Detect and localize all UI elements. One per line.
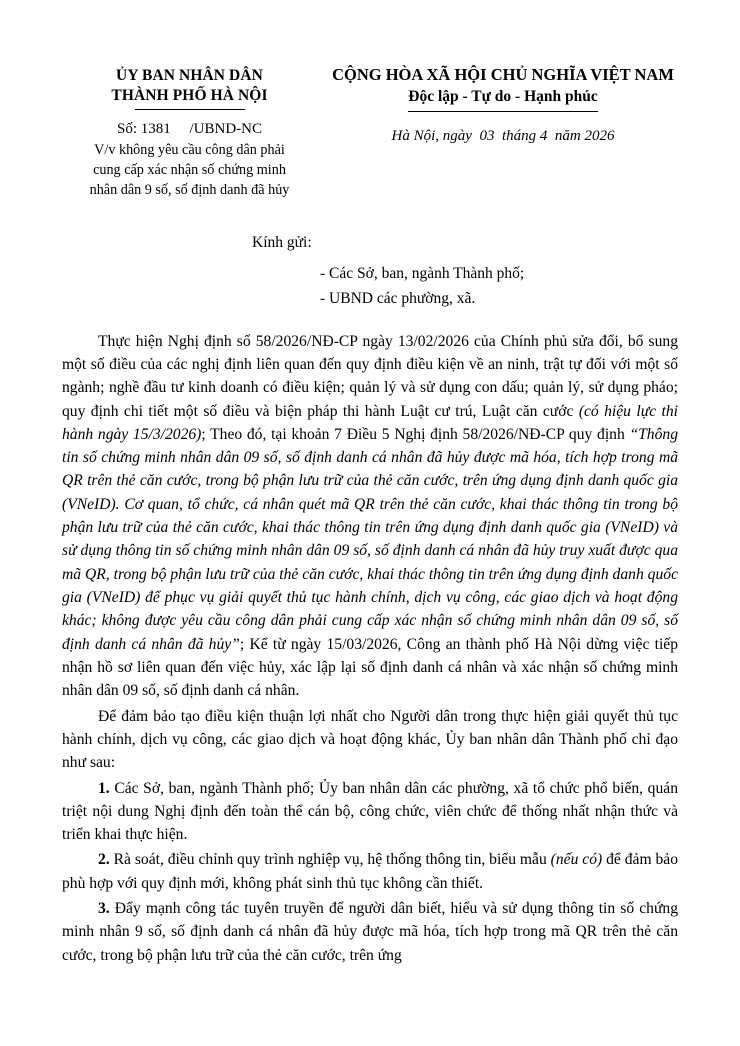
national-motto: Độc lập - Tự do - Hạnh phúc	[408, 88, 598, 106]
motto-underline	[408, 111, 598, 112]
item-1-number: 1.	[98, 779, 110, 797]
paragraph-item-2	[62, 848, 678, 895]
document-number: Số: 1381 /UBND-NC	[116, 120, 262, 137]
issuing-organization	[62, 56, 317, 200]
item-2-text-part1: Rà soát, điều chỉnh quy trình nghiệp vụ, hệ thống thông tin, biểu mẫu	[109, 851, 551, 869]
paragraph-item-3	[62, 897, 678, 967]
item-1-text: Các Sở, ban, ngành Thành phố; Ủy ban nhân dân các phường, xã tổ chức phổ biến, quán triệt nội dung Nghị định đến toàn thể cán bộ, công chức, viên chức để thống nhất nhận thức và triển khai thực hiện.	[62, 779, 678, 844]
national-heading	[328, 56, 678, 145]
org-name-line1: ỦY BAN NHÂN DÂN	[116, 67, 263, 84]
subject-line-2: cung cấp xác nhận số chứng minh	[93, 162, 286, 179]
p1-part2: ; Theo đó, tại khoản 7 Điều 5 Nghị định 58/2026/NĐ-CP quy định	[201, 425, 630, 443]
document-body	[62, 330, 678, 967]
org-name-line2: THÀNH PHỐ HÀ NỘI	[111, 87, 268, 105]
item-3-number: 3.	[98, 900, 110, 918]
document-header	[62, 56, 678, 200]
paragraph-item-1	[62, 777, 678, 847]
document-subject	[62, 140, 317, 200]
nation-name: CỘNG HÒA XÃ HỘI CHỦ NGHĨA VIỆT NAM	[332, 65, 674, 84]
item-2-number: 2.	[98, 851, 110, 869]
subject-line-1: V/v không yêu cầu công dân phải	[94, 141, 285, 158]
place-and-date: Hà Nội, ngày 03 tháng 4 năm 2026	[391, 128, 615, 145]
item-2-text-part2: để đảm bảo phù hợp với quy định mới, không phát sinh thủ tục không cần thiết.	[62, 851, 678, 892]
org-underline	[135, 109, 245, 110]
subject-line-3: nhân dân 9 số, số định danh đã hủy	[89, 182, 290, 199]
paragraph-purpose: Để đảm bảo tạo điều kiện thuận lợi nhất cho Người dân trong thực hiện giải quyết thủ tục hành chính, dịch vụ công, các giao dịch và hoạt động khác, Ủy ban nhân dân Thành phố chỉ đạo như sau:	[62, 707, 678, 772]
p1-italic-effective-date: (có hiệu lực thi hành ngày 15/3/2026)	[62, 402, 678, 443]
recipient-item: - Các Sở, ban, ngành Thành phố;	[320, 265, 525, 283]
recipients-label: Kính gửi:	[252, 234, 312, 252]
paragraph-legal-basis	[62, 330, 678, 703]
p1-part1: Thực hiện Nghị định số 58/2026/NĐ-CP ngày 13/02/2026 của Chính phủ sửa đổi, bổ sung một số điều của các nghị định liên quan đến quy định điều kiện về an ninh, trật tự đối với một số ngành; nghề đầu tư kinh doanh có điều kiện; quản lý và sử dụng con dấu; quản lý, sử dụng pháo; quy định chi tiết một số điều và biện pháp thi hành Luật cư trú, Luật căn cước	[62, 332, 678, 420]
item-3-text: Đẩy mạnh công tác tuyên truyền để người dân biết, hiểu và sử dụng thông tin số chứng minh nhân 9 số, số định danh cá nhân đã hủy được mã hóa, tích hợp trong mã QR trên thẻ căn cước, trong bộ phận lưu trữ của thẻ căn cước, trên ứng	[62, 900, 678, 964]
p1-part3: ; Kể từ ngày 15/03/2026, Công an thành phố Hà Nội dừng việc tiếp nhận hồ sơ liên quan đến việc hủy, xác lập lại số định danh cá nhân và xác nhận số chứng minh nhân dân 09 số, số định danh cá nhân.	[62, 635, 678, 700]
recipient-item: - UBND các phường, xã.	[320, 290, 476, 308]
recipients-list	[62, 261, 678, 311]
p1-quoted-regulation: “Thông tin số chứng minh nhân dân 09 số, số định danh cá nhân đã hủy được mã hóa, tích hợp trong mã QR trên thẻ căn cước, trong bộ phận lưu trữ của thẻ căn cước, trên ứng dụng định danh quốc gia (VNeID). Cơ quan, tổ chức, cá nhân quét mã QR trên thẻ căn cước, khai thác thông tin trong bộ phận lưu trữ của thẻ căn cước, khai thác thông tin trên ứng dụng định danh quốc gia (VNeID) và sử dụng thông tin số chứng minh nhân dân 09 số, số định danh cá nhân đã hủy truy xuất được qua mã QR, trong bộ phận lưu trữ của thẻ căn cước, khai thác thông tin trên ứng dụng định danh quốc gia (VNeID) để phục vụ giải quyết thủ tục hành chính, dịch vụ công, các giao dịch và hoạt động khác; không được yêu cầu công dân phải cung cấp xác nhận số chứng minh nhân dân 09 số, số định danh cá nhân đã hủy”	[62, 425, 678, 653]
item-2-italic: (nếu có)	[550, 851, 603, 869]
